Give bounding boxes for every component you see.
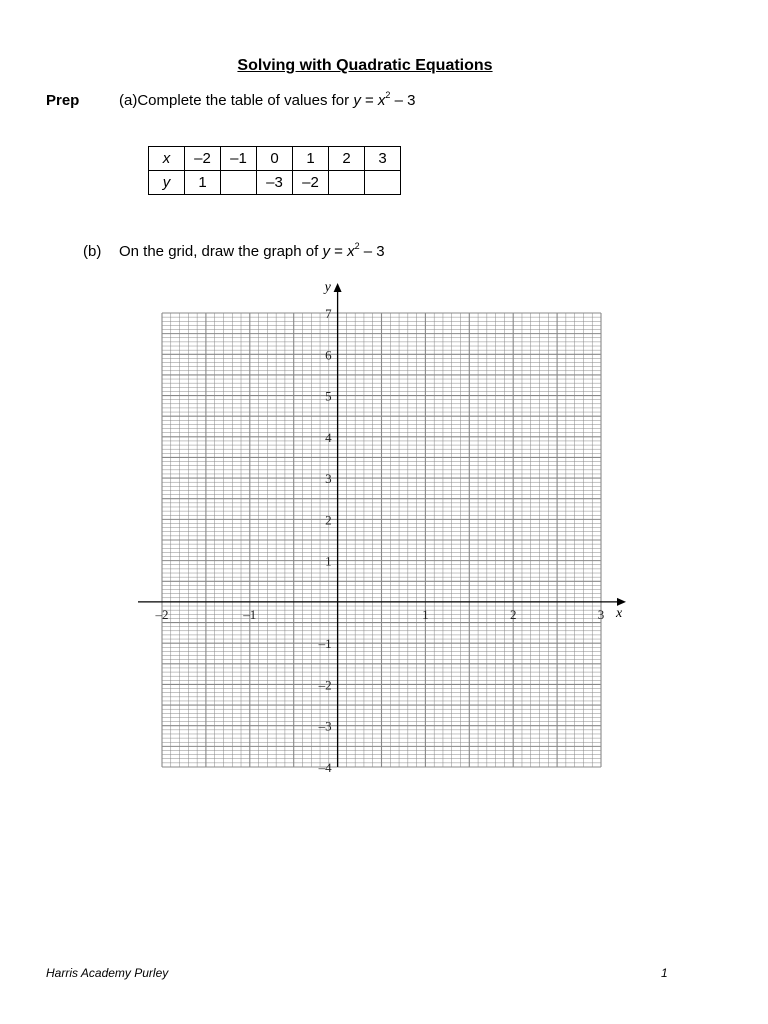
equation-equals: = [329,243,348,260]
equation-rest: – 3 [359,243,385,260]
x-tick-label: –2 [155,606,169,622]
equation-y: y [322,243,330,260]
y-tick-label: 5 [325,388,332,404]
y-tick-label: 7 [325,306,332,321]
table-row-x [149,147,401,171]
y-axis-label: y [324,280,331,295]
table-cell: 0 [257,147,293,171]
equation-x: x [347,243,355,260]
y-tick-label: 1 [325,553,332,569]
question-b [119,243,385,260]
equation-equals: = [360,92,378,109]
equation-y: y [353,92,361,109]
equation-rest: – 3 [390,92,416,109]
footer-school: Harris Academy Purley [46,966,169,980]
table-cell[interactable] [329,171,365,195]
table-cell: 1 [293,147,329,171]
x-tick-label: –1 [243,606,257,622]
x-axis-arrow [617,598,626,606]
x-axis-label: x [616,605,623,621]
question-a-text: Complete the table of values for [137,92,354,109]
y-tick-label: –1 [318,636,332,652]
page-title: Solving with Quadratic Equations [237,57,493,74]
y-tick-label: 4 [325,429,332,445]
equation-x: x [377,92,386,109]
table-cell: 2 [329,147,365,171]
y-tick-label: –2 [318,677,332,693]
question-b-text: On the grid, draw the graph of [119,243,323,260]
equation-exponent: 2 [354,241,360,251]
question-a [119,92,415,109]
y-tick-label: –4 [318,760,332,775]
y-tick-label: 2 [325,512,332,528]
coordinate-grid[interactable] [130,278,630,778]
x-tick-label: 1 [422,606,429,622]
table-cell[interactable]: –2 [293,171,329,195]
table-cell[interactable] [221,171,257,195]
footer-page-number: 1 [661,966,668,980]
question-a-label: (a) [119,92,138,109]
equation-exponent: 2 [385,90,391,100]
y-tick-label: 6 [325,347,332,363]
y-axis-arrow [334,283,342,292]
table-cell[interactable] [365,171,401,195]
question-b-label: (b) [83,243,102,260]
values-table [148,146,401,195]
table-cell: 3 [365,147,401,171]
y-tick-label: 3 [325,471,332,487]
x-tick-label: 2 [509,606,517,622]
x-tick-label: 3 [597,606,605,622]
y-tick-label: –3 [318,718,332,734]
table-header-x: x [149,147,185,171]
table-cell: –1 [221,147,257,171]
prep-label: Prep [46,92,80,109]
table-header-y: y [149,171,185,195]
table-cell[interactable]: –3 [257,171,293,195]
table-cell: –2 [185,147,221,171]
table-cell[interactable]: 1 [185,171,221,195]
table-row-y [149,171,401,195]
